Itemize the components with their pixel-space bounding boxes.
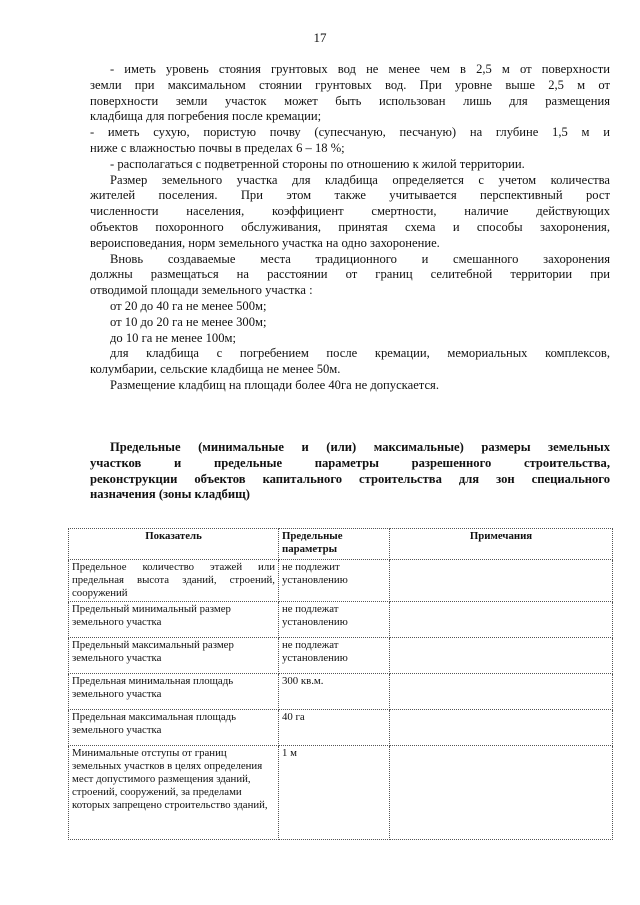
note-cell (390, 710, 613, 746)
text-line: объектов похоронного обслуживания, принятая схема и способы захоронения, (90, 219, 610, 234)
note-cell (390, 674, 613, 710)
value-cell: не подлежат установлению (279, 638, 390, 674)
text-line: - располагаться с подветренной стороны по отношению к жилой территории. (110, 156, 525, 171)
value-cell: 300 кв.м. (279, 674, 390, 710)
text-line: Вновь создаваемые места традиционного и смешанного захоронения (110, 251, 610, 266)
section-heading (90, 440, 610, 503)
indicator-cell: Предельная максимальная площадь земельного участка (69, 710, 279, 746)
column-header-parameters: Предельные параметры (279, 529, 390, 560)
body-text (90, 62, 610, 394)
note-cell (390, 638, 613, 674)
text-line: ниже с влажностью почвы в пределах 6 – 18 %; (90, 140, 345, 155)
heading-line: участков и предельные параметры разрешенного строительства, (90, 455, 610, 470)
text-line: Размер земельного участка для кладбища определяется с учетом количества (110, 172, 610, 187)
heading-line: назначения (зоны кладбищ) (90, 487, 250, 502)
text-line: жителей поселения. При этом также учитывается перспективный рост (90, 188, 610, 203)
table-header-row (69, 529, 613, 560)
heading-line: Предельные (минимальные и (или) максимальные) размеры земельных (110, 440, 610, 454)
column-header-indicator: Показатель (69, 529, 279, 560)
text-line: отводимой площади земельного участка : (90, 283, 313, 298)
text-line: численности населения, коэффициент смертности, наличие действующих (90, 204, 610, 219)
column-header-notes: Примечания (390, 529, 613, 560)
value-cell: 1 м (279, 746, 390, 840)
indicator-cell: Предельная минимальная площадь земельного участка (69, 674, 279, 710)
indicator-cell: Минимальные отступы от границ земельных участков в целях определения мест допустимого размещения зданий, строений, сооружений, за пределами которых запрещено строительство зданий, (69, 746, 279, 840)
text-line: кладбища для погребения после кремации; (90, 109, 322, 124)
indicator-cell: Предельное количество этажей или предельная высота зданий, строений, сооружений (69, 560, 279, 602)
text-line: для кладбища с погребением после кремации, мемориальных комплексов, (110, 346, 610, 361)
value-cell: 40 га (279, 710, 390, 746)
table-row (69, 602, 613, 638)
parameters-table (68, 528, 613, 840)
text-line: должны размещаться на расстоянии от границ селитебной территории при (90, 267, 610, 282)
text-line: от 20 до 40 га не менее 500м; (110, 298, 267, 313)
note-cell (390, 560, 613, 602)
table-row (69, 638, 613, 674)
text-line: Размещение кладбищ на площади более 40га не допускается. (110, 377, 439, 392)
text-line: поверхности земли участок может быть использован лишь для размещения (90, 93, 610, 108)
note-cell (390, 602, 613, 638)
value-cell: не подлежит установлению (279, 560, 390, 602)
text-line: до 10 га не менее 100м; (110, 330, 236, 345)
heading-line: реконструкции объектов капитального строительства для зон специального (90, 471, 610, 486)
indicator-cell: Предельный минимальный размер земельного участка (69, 602, 279, 638)
text-line: от 10 до 20 га не менее 300м; (110, 314, 267, 329)
page-number: 17 (313, 30, 327, 45)
table-row (69, 710, 613, 746)
value-cell: не подлежат установлению (279, 602, 390, 638)
table-row (69, 746, 613, 840)
text-line: колумбарии, сельские кладбища не менее 50м. (90, 362, 341, 377)
text-line: - иметь сухую, пористую почву (супесчаную, песчаную) на глубине 1,5 м и (90, 125, 610, 140)
text-line: - иметь уровень стояния грунтовых вод не менее чем в 2,5 м от поверхности (110, 62, 610, 76)
note-cell (390, 746, 613, 840)
text-line: вероисповедания, норм земельного участка на одно захоронение. (90, 235, 440, 250)
text-line: земли при максимальном стоянии грунтовых вод. При уровне выше 2,5 м от (90, 77, 610, 92)
table-row (69, 674, 613, 710)
indicator-cell: Предельный максимальный размер земельного участка (69, 638, 279, 674)
table-row (69, 560, 613, 602)
